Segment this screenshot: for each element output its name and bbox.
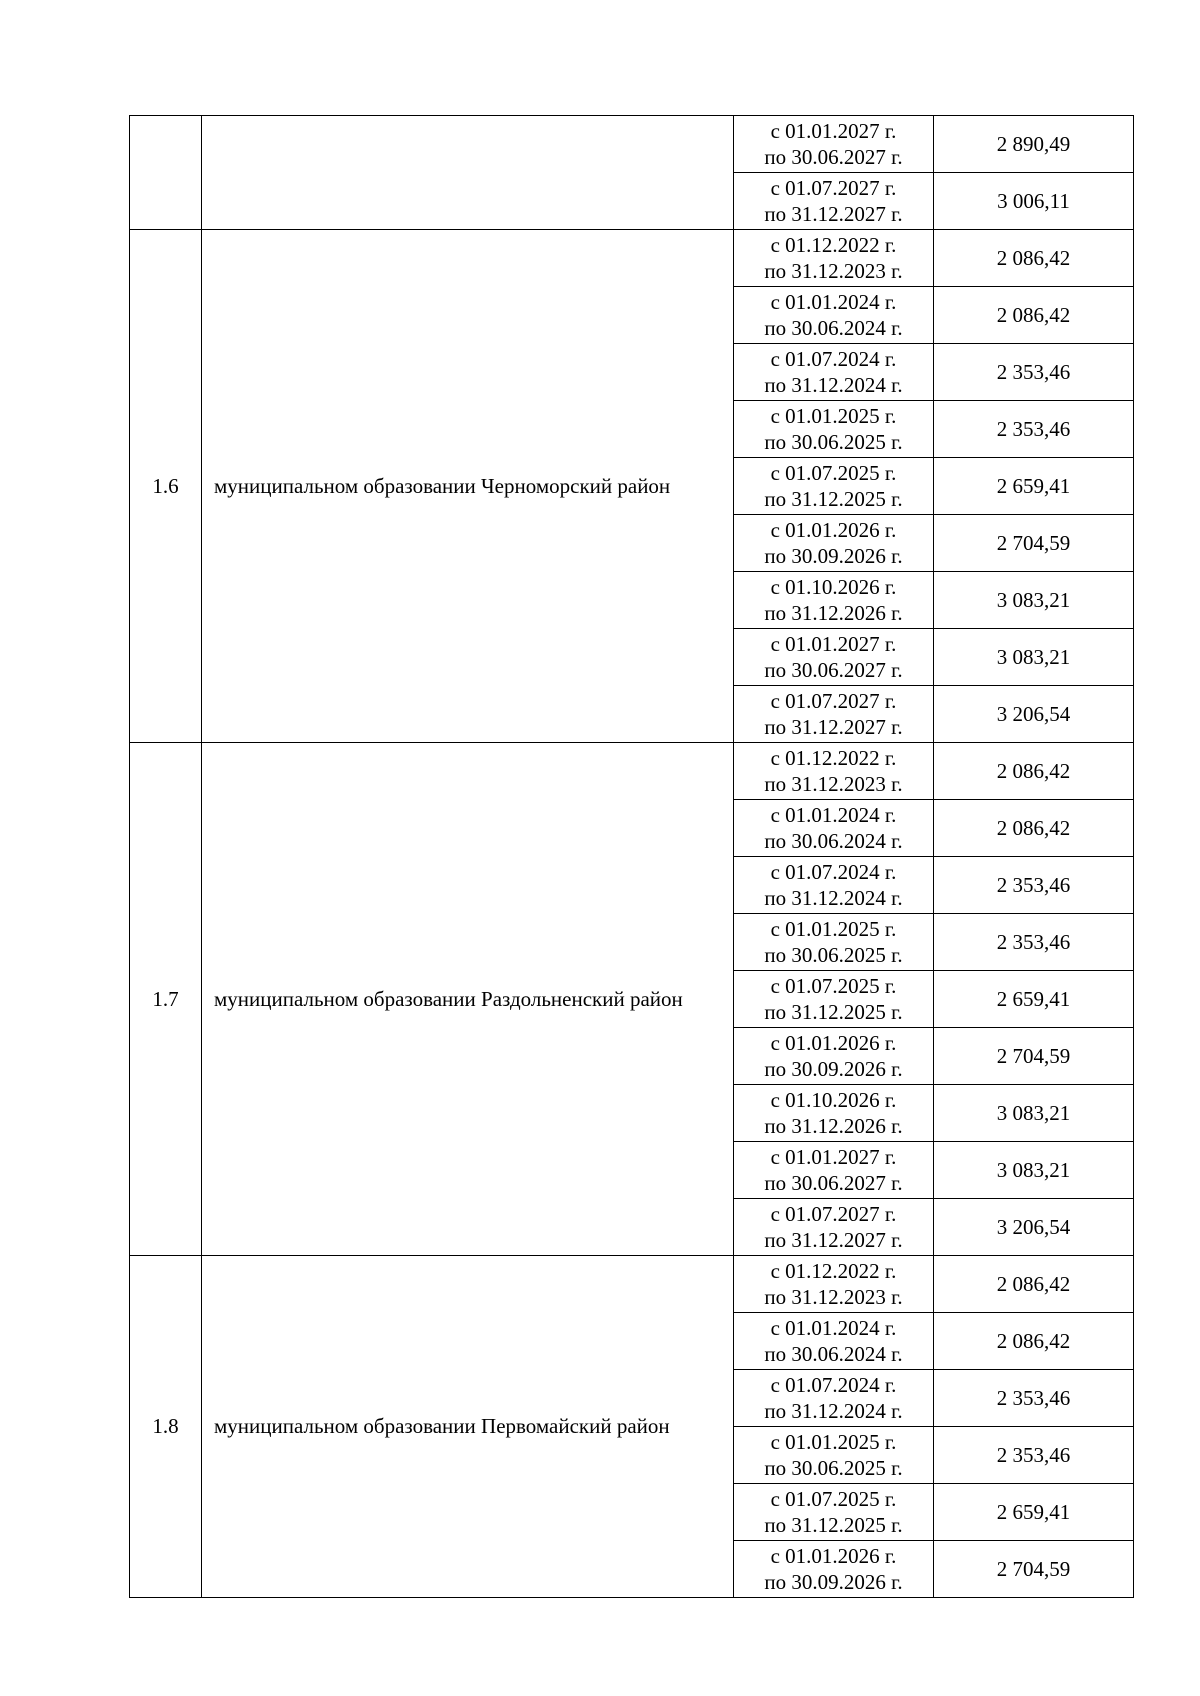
- municipality-name-cell: муниципальном образовании Черноморский район: [202, 230, 734, 743]
- period-from: с 01.12.2022 г.: [770, 1258, 897, 1283]
- period-to: по 31.12.2023 г.: [764, 259, 903, 283]
- period-to: по 31.12.2023 г.: [764, 772, 903, 796]
- period-to: по 30.06.2024 г.: [764, 316, 903, 340]
- municipality-name-cell: [202, 116, 734, 230]
- tariff-value-cell: 2 086,42: [934, 800, 1134, 857]
- period-from: с 01.01.2027 г.: [770, 118, 897, 143]
- period-from: с 01.01.2026 г.: [770, 1543, 897, 1568]
- period-cell: [734, 344, 934, 401]
- period-from: с 01.07.2025 г.: [770, 973, 897, 998]
- period-to: по 30.06.2027 г.: [764, 145, 903, 169]
- period-to: по 31.12.2025 г.: [764, 1513, 903, 1537]
- period-to: по 31.12.2026 г.: [764, 1114, 903, 1138]
- period-cell: [734, 287, 934, 344]
- period-from: с 01.01.2026 г.: [770, 517, 897, 542]
- period-from: с 01.01.2024 г.: [770, 1315, 897, 1340]
- tariff-value-cell: 2 704,59: [934, 1541, 1134, 1598]
- tariff-value-cell: 2 086,42: [934, 1256, 1134, 1313]
- table-row: [130, 230, 1134, 287]
- tariff-value-cell: 3 083,21: [934, 1085, 1134, 1142]
- period-to: по 31.12.2025 г.: [764, 487, 903, 511]
- period-cell: [734, 1028, 934, 1085]
- period-from: с 01.10.2026 г.: [770, 1087, 897, 1112]
- period-cell: [734, 914, 934, 971]
- period-from: с 01.01.2025 г.: [770, 403, 897, 428]
- period-from: с 01.01.2024 г.: [770, 802, 897, 827]
- tariff-value-cell: 2 353,46: [934, 914, 1134, 971]
- tariff-value-cell: 2 659,41: [934, 1484, 1134, 1541]
- period-cell: [734, 401, 934, 458]
- period-to: по 31.12.2023 г.: [764, 1285, 903, 1309]
- period-from: с 01.01.2027 г.: [770, 631, 897, 656]
- period-to: по 30.06.2027 г.: [764, 1171, 903, 1195]
- tariff-table: [129, 115, 1134, 1598]
- tariff-value-cell: 2 704,59: [934, 515, 1134, 572]
- period-cell: [734, 1427, 934, 1484]
- period-cell: [734, 1484, 934, 1541]
- period-cell: [734, 1370, 934, 1427]
- tariff-value-cell: 3 206,54: [934, 686, 1134, 743]
- period-cell: [734, 1199, 934, 1256]
- municipality-name-cell: муниципальном образовании Первомайский район: [202, 1256, 734, 1598]
- period-to: по 30.06.2027 г.: [764, 658, 903, 682]
- period-cell: [734, 116, 934, 173]
- tariff-value-cell: 2 659,41: [934, 971, 1134, 1028]
- period-cell: [734, 971, 934, 1028]
- tariff-value-cell: 3 006,11: [934, 173, 1134, 230]
- period-cell: [734, 1256, 934, 1313]
- period-cell: [734, 629, 934, 686]
- period-from: с 01.01.2026 г.: [770, 1030, 897, 1055]
- item-number-cell: 1.6: [130, 230, 202, 743]
- tariff-value-cell: 2 086,42: [934, 287, 1134, 344]
- period-cell: [734, 1142, 934, 1199]
- period-from: с 01.01.2027 г.: [770, 1144, 897, 1169]
- period-from: с 01.07.2025 г.: [770, 1486, 897, 1511]
- tariff-value-cell: 2 890,49: [934, 116, 1134, 173]
- period-from: с 01.01.2025 г.: [770, 916, 897, 941]
- tariff-value-cell: 3 083,21: [934, 1142, 1134, 1199]
- period-to: по 31.12.2024 г.: [764, 1399, 903, 1423]
- tariff-value-cell: 2 086,42: [934, 230, 1134, 287]
- period-from: с 01.01.2025 г.: [770, 1429, 897, 1454]
- period-to: по 31.12.2026 г.: [764, 601, 903, 625]
- period-from: с 01.07.2027 г.: [770, 688, 897, 713]
- tariff-value-cell: 2 353,46: [934, 344, 1134, 401]
- period-cell: [734, 686, 934, 743]
- period-cell: [734, 1085, 934, 1142]
- tariff-value-cell: 3 206,54: [934, 1199, 1134, 1256]
- period-from: с 01.12.2022 г.: [770, 232, 897, 257]
- item-number-cell: [130, 116, 202, 230]
- period-from: с 01.07.2024 г.: [770, 346, 897, 371]
- period-cell: [734, 1541, 934, 1598]
- tariff-value-cell: 2 704,59: [934, 1028, 1134, 1085]
- period-to: по 30.09.2026 г.: [764, 1570, 903, 1594]
- period-to: по 30.06.2024 г.: [764, 1342, 903, 1366]
- item-number-cell: 1.7: [130, 743, 202, 1256]
- period-cell: [734, 572, 934, 629]
- tariff-value-cell: 3 083,21: [934, 572, 1134, 629]
- period-to: по 31.12.2027 г.: [764, 715, 903, 739]
- tariff-value-cell: 2 086,42: [934, 743, 1134, 800]
- municipality-name-cell: муниципальном образовании Раздольненский район: [202, 743, 734, 1256]
- period-cell: [734, 1313, 934, 1370]
- period-from: с 01.07.2024 г.: [770, 859, 897, 884]
- period-to: по 30.06.2025 г.: [764, 430, 903, 454]
- tariff-value-cell: 2 353,46: [934, 401, 1134, 458]
- tariff-table-body: [130, 116, 1134, 1598]
- period-to: по 31.12.2024 г.: [764, 373, 903, 397]
- tariff-value-cell: 2 353,46: [934, 1427, 1134, 1484]
- period-from: с 01.01.2024 г.: [770, 289, 897, 314]
- period-cell: [734, 743, 934, 800]
- period-from: с 01.07.2027 г.: [770, 175, 897, 200]
- tariff-value-cell: 3 083,21: [934, 629, 1134, 686]
- period-cell: [734, 800, 934, 857]
- period-cell: [734, 173, 934, 230]
- period-to: по 30.06.2025 г.: [764, 1456, 903, 1480]
- tariff-value-cell: 2 659,41: [934, 458, 1134, 515]
- period-to: по 30.06.2024 г.: [764, 829, 903, 853]
- period-cell: [734, 857, 934, 914]
- tariff-value-cell: 2 353,46: [934, 857, 1134, 914]
- period-cell: [734, 458, 934, 515]
- period-to: по 30.06.2025 г.: [764, 943, 903, 967]
- table-row: [130, 116, 1134, 173]
- period-to: по 31.12.2027 г.: [764, 202, 903, 226]
- table-row: [130, 1256, 1134, 1313]
- period-to: по 30.09.2026 г.: [764, 544, 903, 568]
- period-cell: [734, 230, 934, 287]
- period-to: по 31.12.2025 г.: [764, 1000, 903, 1024]
- period-to: по 30.09.2026 г.: [764, 1057, 903, 1081]
- period-to: по 31.12.2027 г.: [764, 1228, 903, 1252]
- period-from: с 01.12.2022 г.: [770, 745, 897, 770]
- period-cell: [734, 515, 934, 572]
- table-row: [130, 743, 1134, 800]
- tariff-value-cell: 2 353,46: [934, 1370, 1134, 1427]
- period-from: с 01.07.2027 г.: [770, 1201, 897, 1226]
- tariff-value-cell: 2 086,42: [934, 1313, 1134, 1370]
- item-number-cell: 1.8: [130, 1256, 202, 1598]
- period-from: с 01.07.2025 г.: [770, 460, 897, 485]
- period-to: по 31.12.2024 г.: [764, 886, 903, 910]
- period-from: с 01.07.2024 г.: [770, 1372, 897, 1397]
- period-from: с 01.10.2026 г.: [770, 574, 897, 599]
